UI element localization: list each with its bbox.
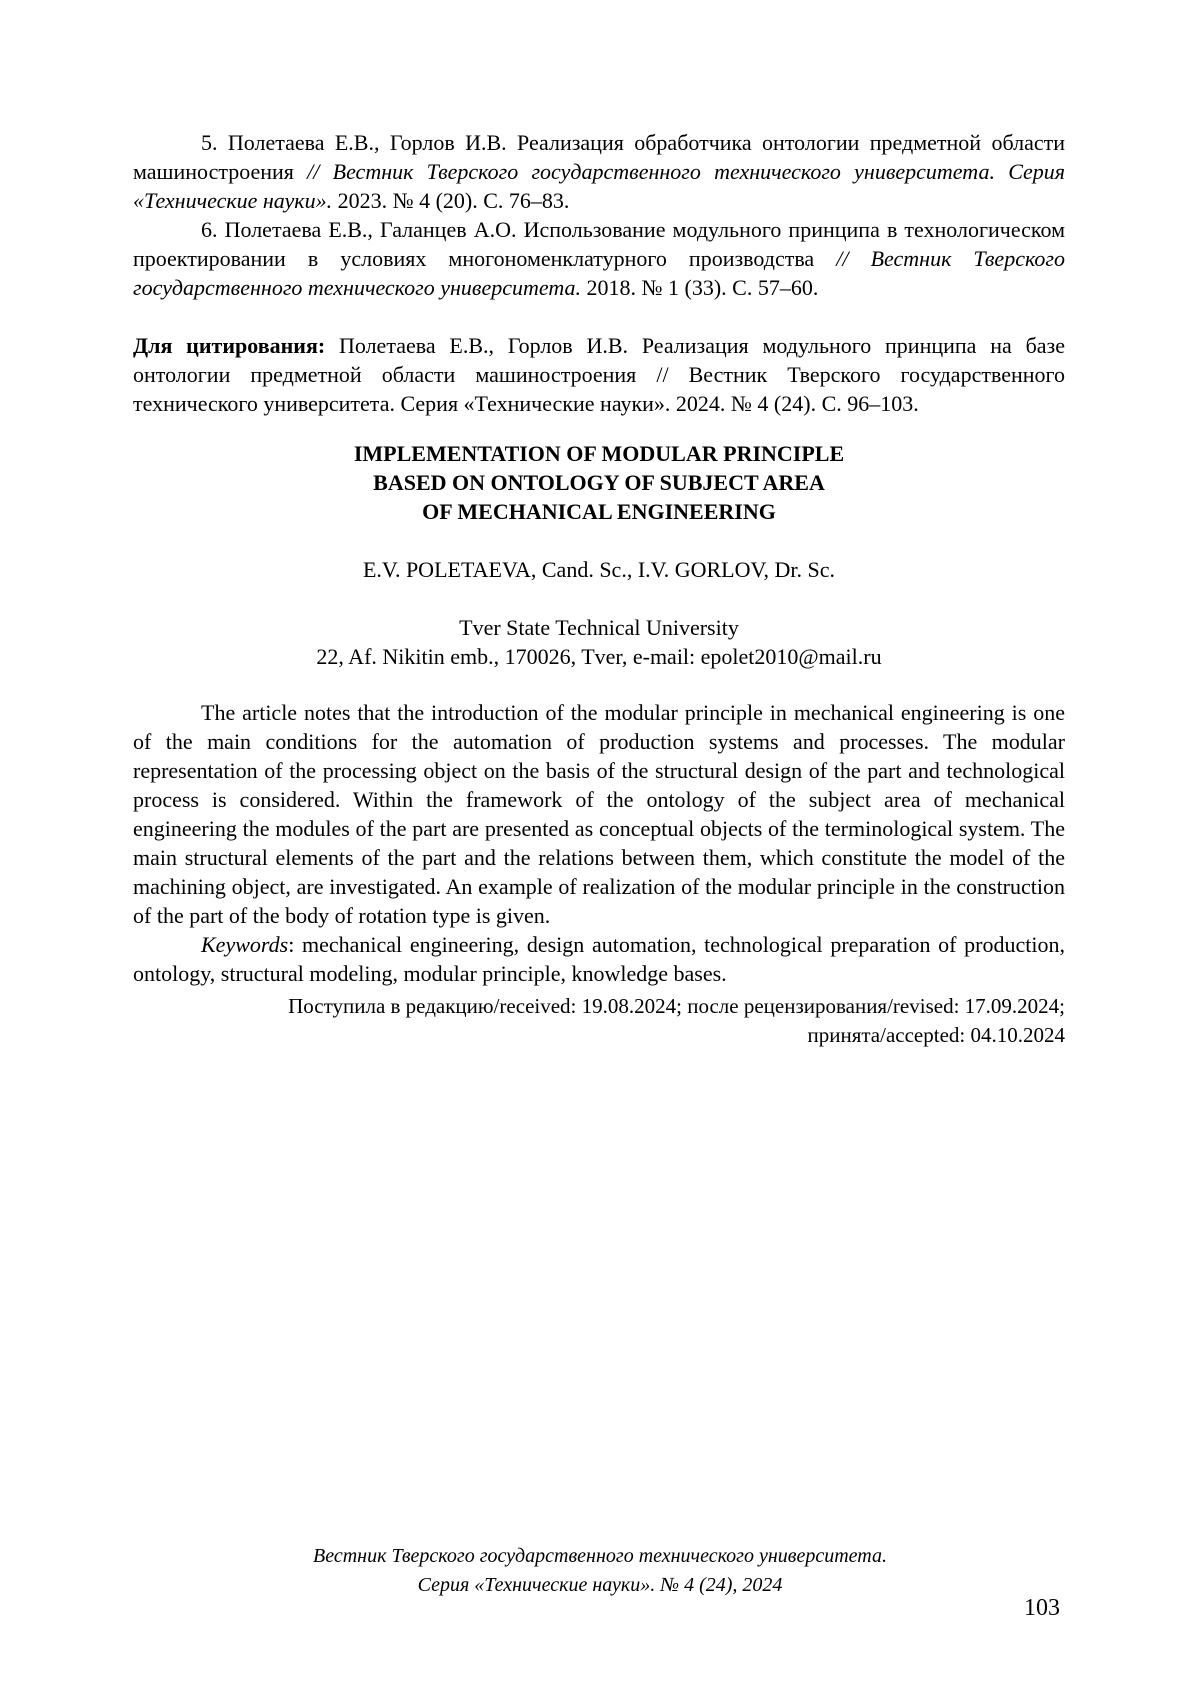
affiliation-university: Tver State Technical University <box>459 615 739 640</box>
received-revised-line: Поступила в редакцию/received: 19.08.2024; после рецензирования/revised: 17.09.2024; <box>288 994 1065 1018</box>
citation-note <box>133 331 1065 418</box>
keywords-text: : mechanical engineering, design automation, technological preparation of production, ontology, structural modeling, modular principle, knowledge bases. <box>133 932 1065 986</box>
reference-5-journal: // Вестник Тверского государственного технического университета. Серия «Технические науки». <box>133 159 1066 213</box>
abstract-paragraph: The article notes that the introduction of the modular principle in mechanical engineering is one of the main conditions for the automation of production systems and processes. The modular representation of the processing object on the basis of the structural design of the part and technological process is considered. Within the framework of the ontology of the subject area of mechanical engineering the modules of the part are presented as conceptual objects of the terminological system. The main structural elements of the part and the relations between them, which constitute the model of the machining object, are investigated. An example of realization of the modular principle in the construction of the part of the body of rotation type is given. <box>133 700 1065 928</box>
article-title-line-2: BASED ON ONTOLOGY OF SUBJECT AREA <box>373 470 825 495</box>
citation-text: Полетаева Е.В., Горлов И.В. Реализация модульного принципа на базе онтологии предметной области машиностроения // Вестник Тверского государственного технического университета. Серия «Технические науки». 2024. № 4 (24). С. 96–103. <box>133 333 1066 416</box>
reference-6-text: 6. Полетаева Е.В., Галанцев А.О. Использование модульного принципа в технологическом проектировании в условиях многономенклатурного производства <box>133 217 1065 271</box>
accepted-line: принята/accepted: 04.10.2024 <box>807 1023 1065 1047</box>
dates-block <box>133 992 1065 1050</box>
affiliation-address-email: 22, Af. Nikitin emb., 170026, Tver, e-mail: epolet2010@mail.ru <box>316 644 882 669</box>
reference-5-text: 5. Полетаева Е.В., Горлов И.В. Реализация обработчика онтологии предметной области машиностроения <box>133 130 1065 184</box>
journal-footer <box>0 1542 1200 1600</box>
article-title-line-3: OF MECHANICAL ENGINEERING <box>422 499 776 524</box>
reference-5-issue: 2023. № 4 (20). С. 76–83. <box>332 188 570 213</box>
keywords-paragraph <box>133 930 1065 988</box>
affiliation-block <box>133 613 1065 671</box>
keywords-label: Keywords <box>201 932 289 957</box>
article-title-line-1: IMPLEMENTATION OF MODULAR PRINCIPLE <box>353 441 845 466</box>
page-content <box>133 128 1065 1050</box>
page-number: 103 <box>1024 1595 1060 1621</box>
authors-line: E.V. POLETAEVA, Cand. Sc., I.V. GORLOV, Dr. Sc. <box>362 557 836 582</box>
footer-series-issue: Серия «Технические науки». № 4 (24), 2024 <box>417 1574 783 1596</box>
reference-item-6 <box>133 215 1065 302</box>
reference-6-issue: 2018. № 1 (33). С. 57–60. <box>581 275 819 300</box>
reference-item-5 <box>133 128 1065 215</box>
reference-6-journal: // Вестник Тверского государственного технического университета. <box>133 246 1065 300</box>
footer-journal-name: Вестник Тверского государственного технического университета. <box>313 1545 887 1567</box>
article-title-en <box>133 439 1065 526</box>
citation-label: Для цитирования: <box>133 333 339 358</box>
